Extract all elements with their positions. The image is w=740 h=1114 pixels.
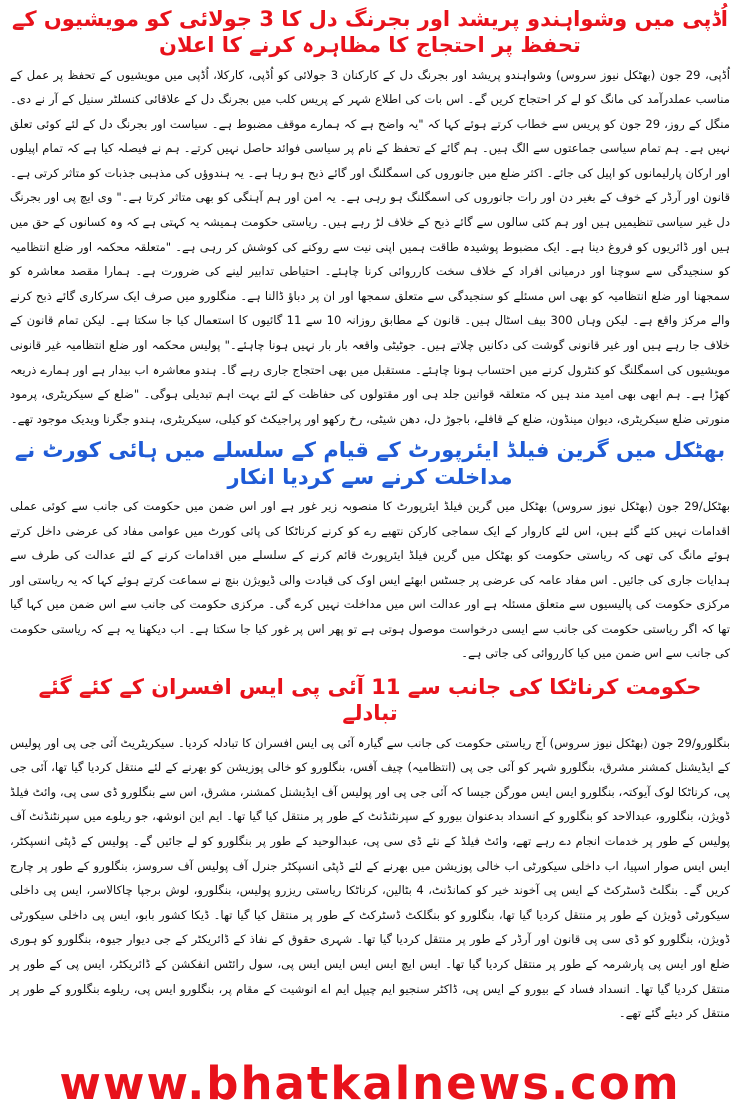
article3-body: بنگلورو/29 جون (بھٹکل نیوز سروس) آج ریاستی حکومت کی جانب سے گیارہ آئی پی ایس افسران کا تبادلہ کردیا۔ سیکریٹریٹ آئی جی پی اور پولیس کے ایڈیشنل کمشنر مشرق، بنگلورو شہر کو آئی جی پی (انتظامیہ) چیف آفس، بنگلورو کو خالی پوزیشن کو بھرنے کے لئے منتقل کردیا گیا تھا، آئی جی پی، کرناٹکا لوک آیوکتہ، بنگلورو ایس ایس مورگن جیسا کہ آئی جی پی اور پولیس آف ایڈیشنل کمشنر، مشرق، اس سے بنگلورو ڈی سی پی، وائٹ فیلڈ ڈویژن، بنگلورو، عبدالاحد کو بنگلورو کے انسداد بدعنوان بیورو کے سپرنٹنڈنٹ کے طور پر منتقل کیا گیا تھا۔ ایم این انوشھ، جو ریلوے میں سپرنٹنڈنٹ آف پولیس کے طور پر خدمات انجام دے رہے تھے، وائٹ فیلڈ کے نئے ڈی سی پی، عبدالوحید کے طور پر بنگلورو کو لے جائیں گے۔ پولیس کے ڈپٹی انسپکٹر، ایس ایس صوار اسپیا، اب داخلی سیکورٹی اب خالی پوزیشن میں بھرنے کے لئے ڈپٹی انسپکٹر جنرل آف پولیس آف سروسز، بنگلورو کے طور پر چارج کریں گے۔ بنگلٹ ڈسٹرکٹ کے ایس پی آخوند خیر کو کمانڈنٹ، 4 بٹالین، کرناٹکا ریاستی ریزرو پولیس، بنگلورو، لوش برجپا چاکالاسر، ایس پی داخلی سیکورٹی ڈویژن کے طور پر منتقل کردیا گیا تھا، بنگلورو کو بنگلکٹ ڈسٹرکٹ کے طور پر منتقل کیا گیا تھا۔ ڈیکا کشور بابو، ایس پی داخلی سیکورٹی ڈویژن، بنگلورو کو ڈی سی پی قانون اور آرڈر کے طور پر منتقل کردیا گیا تھا۔ شہری حقوق کے نفاذ کے ڈائریکٹر کے جی دیوار جیوہ، بنگلورو کو ہوری ضلع اور ایس پی پارشرمہ کے طور پر منتقل کردیا گیا تھا۔ ایس ایچ ایس ایس ایس ایس پی، سول رائٹس انفکشن کے ڈائریکٹر، ایس پی کے طور پر منتقل کردیا گیا تھا۔ انسداد فساد کے بیورو کے ایس پی، ڈاکٹر سنجیو ایم چیپل ایم اے انوشیت کے مقام پر، بنگلورو ایس پی، ریلوے بنگلورو کے طور پر منتقل کر دیئے گئے تھے۔	[10, 735, 730, 1021]
footer-url: www.bhatkalnews.com	[59, 1057, 681, 1110]
article2-body: بھٹکل/29 جون (بھٹکل نیوز سروس) بھٹکل میں گرین فیلڈ ایئرپورٹ کا منصوبہ زیر غور ہے اور اس ضمن میں حکومت کی جانب سے کوئی عملی اقدامات نہیں کئے گئے ہیں، اس لئے کاروار کے ایک سماجی کارکن نتھیے رے کو کرنے کرناٹکا کی پائی کورٹ میں عوامی مفاد کی عرضی داخل کرتے ہوئے مانگ کی تھی کہ ریاستی حکومت کو بھٹکل میں گرین فیلڈ ایئرپورٹ قائم کرنے کے سلسلے میں اقدامات کرنے کے لئے عدالت کی طرف سے ہدایات جاری کی جائیں۔ اس مفاد عامہ کی عرضی پر جسٹس ابھئے ایس اوک کی قیادت والی ڈیویژن بنچ نے سماعت کرتے ہوئے کہا کہ یہ ریاستی اور مرکزی حکومت کی پالیسیوں سے متعلق مسئلہ ہے اور عدالت اس میں مداخلت نہیں کرے گی۔ مرکزی حکومت کی جانب سے اس ضمن میں کہا گیا تھا کہ اگر ریاستی حکومت کی جانب سے ایسی درخواست موصول ہوتی ہے تو پھر اس پر غور کیا جا سکتا ہے۔ اب دیکھنا یہ ہے کہ ریاستی حکومت کی جانب سے اس ضمن میں کیا کارروائی کی جاتی ہے۔	[10, 498, 730, 661]
article1-body: اُڈپی، 29 جون (بھٹکل نیوز سروس) وشواہندو پریشد اور بجرنگ دل کے کارکنان 3 جولائی کو اُڈپی، کارکلا، اُڈپی میں مویشیوں کے تحفظ پر عمل کے مناسب عملدرآمد کی مانگ کو لے کر احتجاج کریں گے۔ اس بات کی اطلاع شہر کے پریس کلب میں بجرنگ دل کے علاقائی کنسلٹر سنیل کے آر نے دی۔ منگل کے روز، 29 جون کو پریس سے خطاب کرتے ہوئے کہا کہ "یہ واضح ہے کہ ہمارے موقف مضبوط ہے۔ سیاست اور بجرنگ دل کے لئے کوئی تعلق نہیں ہے۔ ہم تمام سیاسی جماعتوں سے الگ ہیں۔ ہم گائے کے تحفظ کے نام پر سیاسی فوائد حاصل نہیں کرتے۔ ہم نے فیصلہ کیا ہے کہ تمام اپیلوں اور ارکان پارلیمانوں کو اپیل کی جائے۔ اکثر ضلع میں جانوروں کی اسمگلنگ اور گائے ذبح ہو رہا ہے۔ یہ ہندوؤں کی مذہبی جذبات کو متاثر کرتی ہے۔ قانون اور آرڈر کے خوف کے بغیر دن اور رات جانوروں کی اسمگلنگ ہو رہی ہے۔ یہ امن اور ہم آہنگی کو بھی متاثر کرتا ہے۔" وی ایچ پی اور بجرنگ دل غیر سیاسی تنظیمیں ہیں اور ہم کئی سالوں سے گائے ذبح کے خلاف لڑ رہے ہیں۔ ریاستی حکومت ہمیشہ یہ کہتی ہے کہ وہ کسانوں کے حق میں ہیں اور ڈائریوں کو فروغ دینا ہے۔ ایک مضبوط پوشیدہ طاقت ہمیں اپنی نیت سے روکنے کی کوشش کر رہی ہے۔ "متعلقہ محکمہ اور ضلع انتظامیہ کو سنجیدگی سے سوچنا اور درمیانی افراد کے خلاف سخت کارروائی کرنا چاہئے۔ احتیاطی تدابیر لینے کی ضرورت ہے۔ ہمارا مقصد معاشرہ کو سمجھنا اور ضلع انتظامیہ کو بھی اس مسئلے کو سنجیدگی سے متعلق سمجھا اور ان پر دباؤ ڈالنا ہے۔ منگلورو میں صرف ایک سرکاری گائے ذبح کرنے والے مرکز واقع ہے۔ لیکن وہاں 300 بیف اسٹال ہیں۔ قانون کے مطابق روزانہ 10 سے 11 گائیوں کا استعمال کیا جا سکتا ہے۔ لیکن تمام قانون کے خلاف جا رہے ہیں اور غیر قانونی گوشت کی دکانیں چلاتے ہیں۔ جوٹیٹی واقعہ بار بار نہیں ہونا چاہئے۔" پولیس محکمہ اور ضلع انتظامیہ غیر قانونی مویشیوں کی اسمگلنگ کو کنٹرول کرنے میں احتساب ہونا چاہئے۔ مستقبل میں بھی احتجاج جاری رہے گا۔ ہندو معاشرہ اب بیدار ہے اور ہمارے ذریعہ کھڑا ہے۔ ہم ابھی بھی امید مند ہیں کہ متعلقہ قوانین جلد ہی اور مقتولوں کی حفاظت کے لئے بہت اہم تبدیلی ہوگی۔ "ضلع کے سیکریٹری، پرمود منورتی ضلع سیکریٹری، دیوان مینڈون، ضلع کے قافلے، باجوڑ دل، دھن شیٹی، رخ رکھو اور پراجیکٹ کو کیلی، سیکریٹری، ہندو جگرنا ویدیک موجود تھے۔	[10, 67, 730, 426]
article1-headline: اُڈپی میں وشواہندو پریشد اور بجرنگ دل کا 3 جولائی کو مویشیوں کے تحفظ پر احتجاج کا مظاہرہ کرنے کا اعلان	[12, 7, 728, 58]
article2-headline: بھٹکل میں گرین فیلڈ ایئرپورٹ کے قیام کے سلسلے میں ہائی کورٹ نے مداخلت کرنے سے کردیا انکار	[14, 438, 726, 489]
article3-headline: حکومت کرناٹکا کی جانب سے 11 آئی پی ایس افسران کے کئے گئے تبادلے	[38, 675, 702, 726]
